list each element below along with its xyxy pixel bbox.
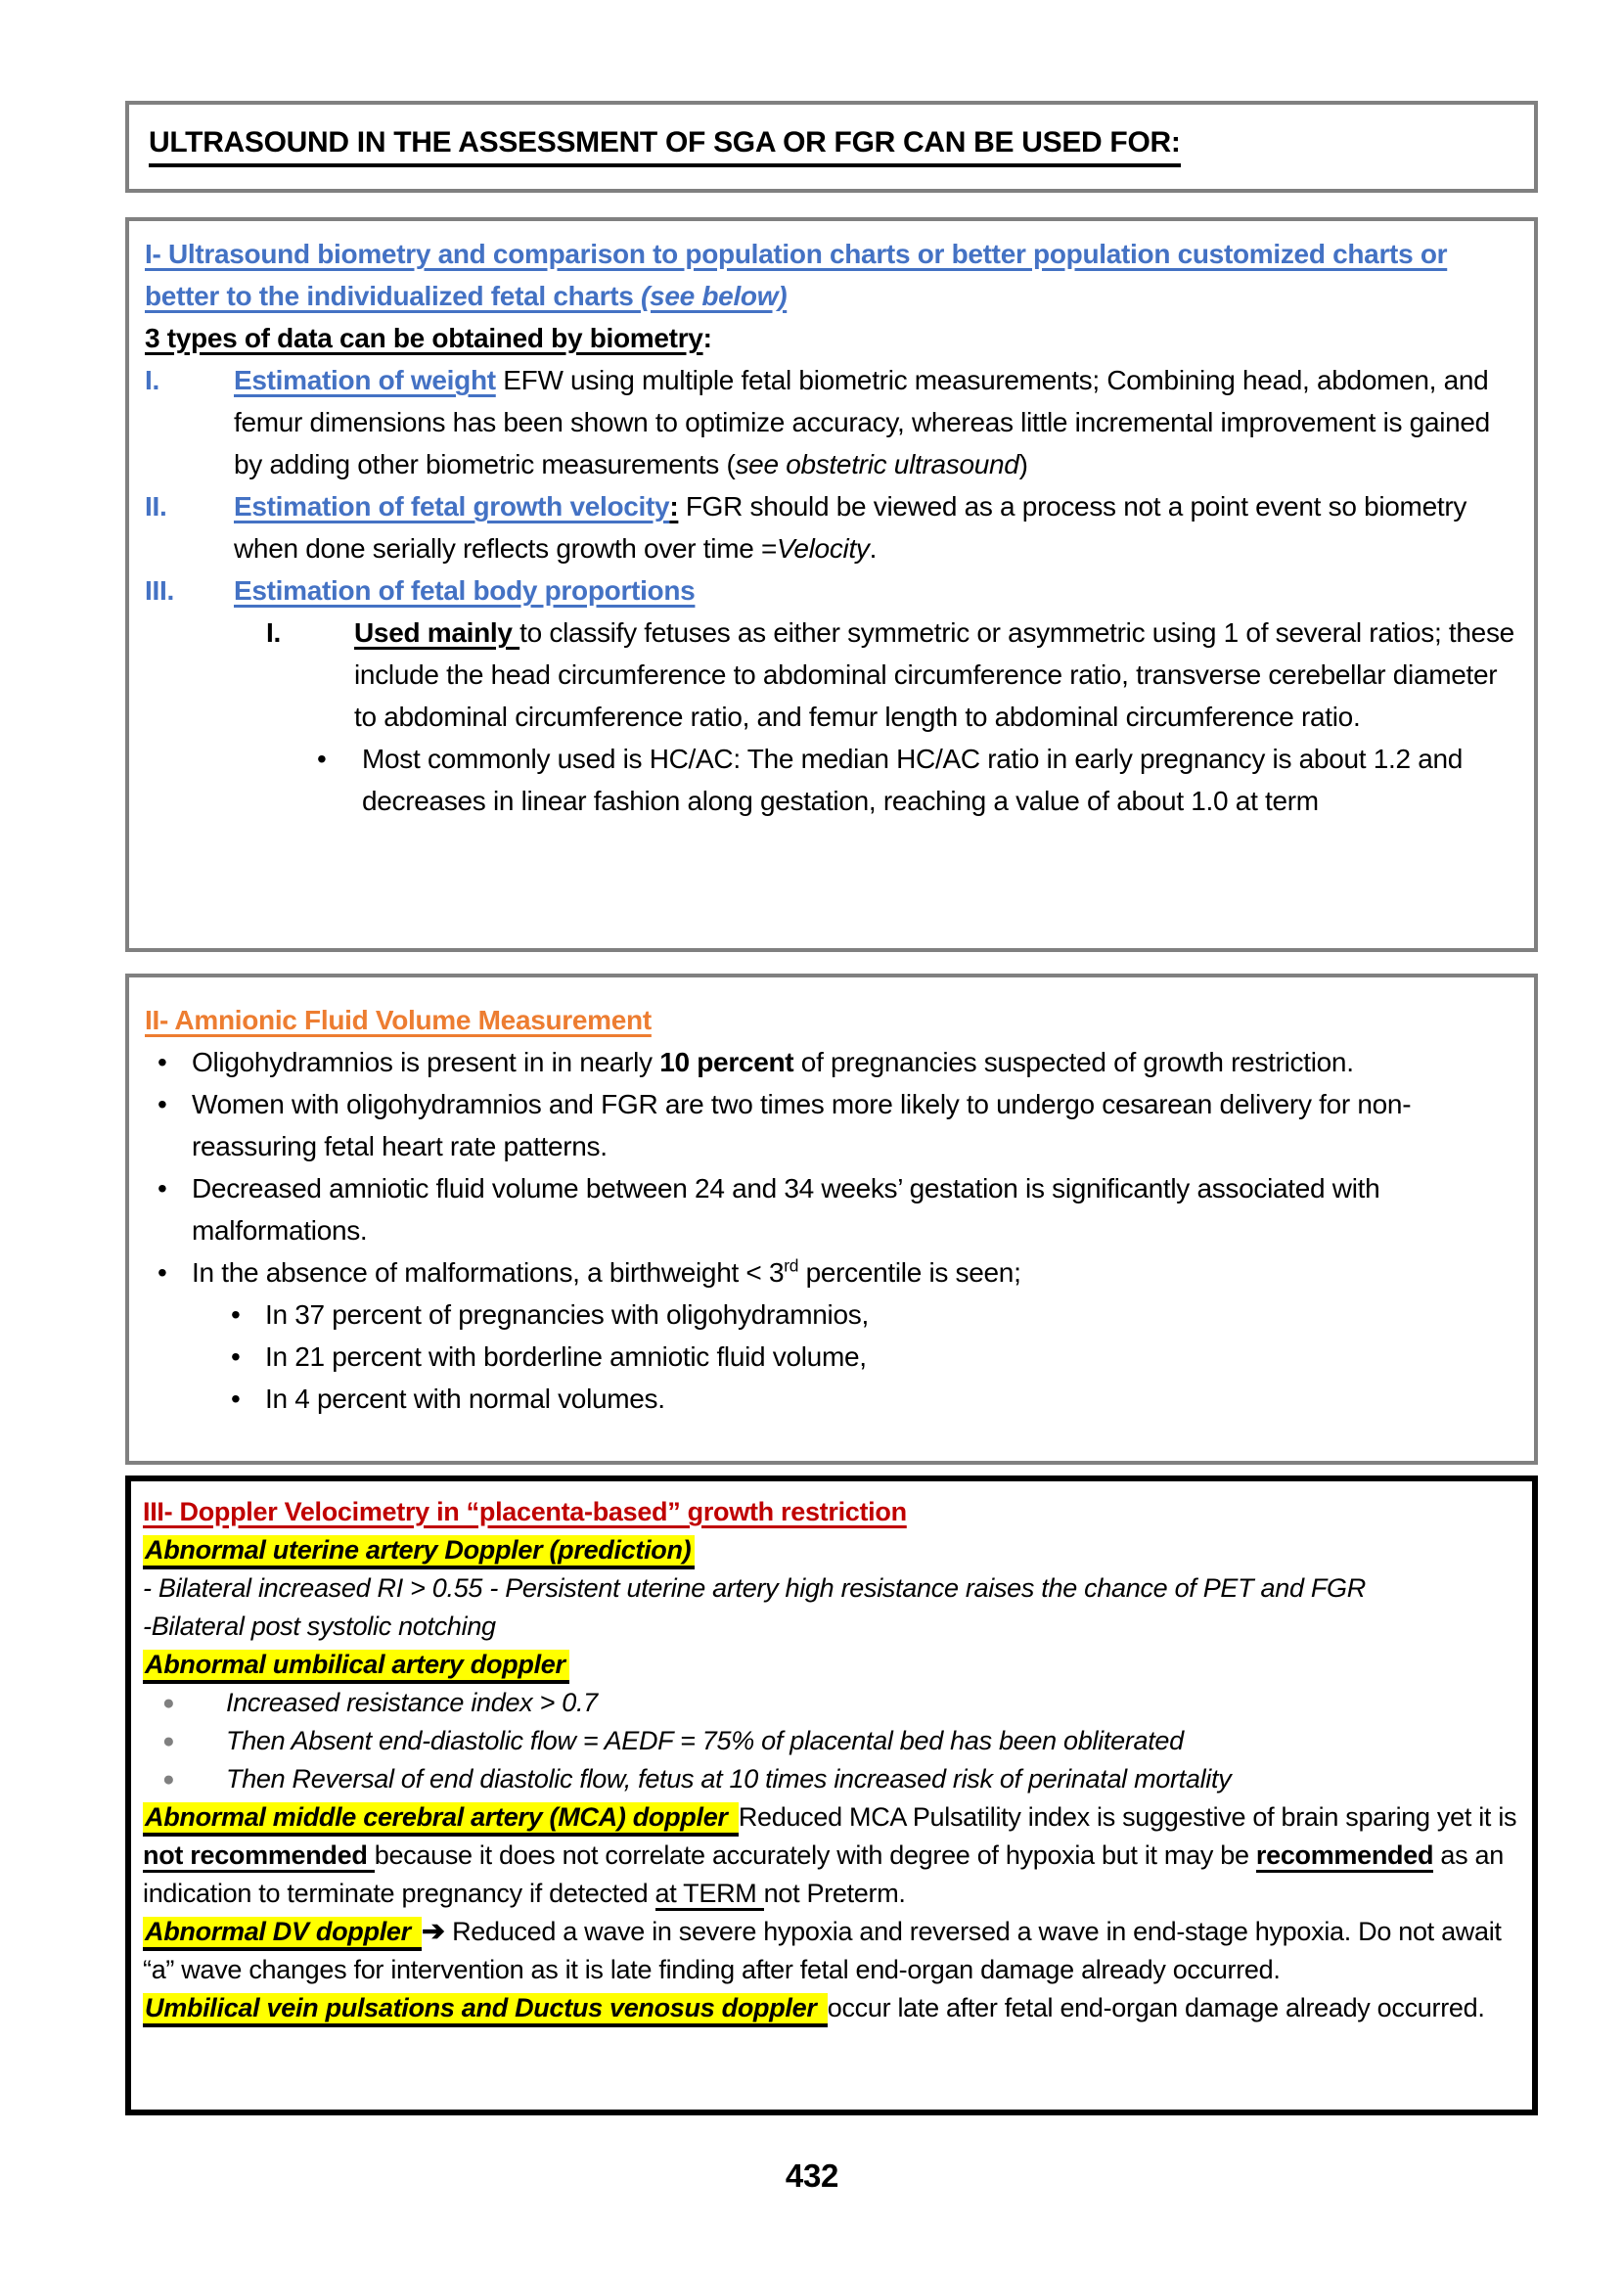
text-run: not Preterm. [763,1879,906,1908]
bullet-item-text [192,1047,1354,1077]
text-run: Reduced a wave in severe hypoxia and reversed a wave in end-stage hypoxia. Do not await “a” wave changes for intervention as it is late finding after fetal end-organ damage already occurred. [143,1917,1502,1984]
sub-bullet-item [145,1294,1516,1336]
text-run: (see below) [641,281,788,311]
paragraph-dv [143,1913,1518,1989]
bullet-marker: • [158,1047,167,1077]
list-item-text [234,365,1490,479]
text-run: because it does not correlate accurately with degree of hypoxia but it may be [374,1840,1256,1870]
bullet-item-text [226,1688,598,1717]
bullet-item-text [192,1089,1411,1161]
list-item [145,359,1516,485]
bullet-item-text [226,1764,1231,1793]
list-marker: II. [145,491,167,522]
bullet-marker: • [231,1384,241,1414]
text-run: Abnormal uterine artery Doppler (prediction) [143,1535,695,1569]
text-run: Velocity [777,533,870,564]
nested-list-item [145,612,1516,738]
bullet-marker: ● [162,1768,175,1791]
list-item [145,569,1516,612]
bullet-item-text [192,1257,1021,1288]
text-run: . [869,533,878,564]
text-run: -Bilateral post systolic notching [143,1612,496,1641]
text-run: Umbilical vein pulsations and Ductus venosus doppler [143,1993,828,2027]
section-amnionic-fluid [125,974,1538,1465]
bullet-marker: • [158,1257,167,1288]
page-number: 432 [785,2157,839,2194]
section-heading [143,1493,1518,1531]
arrow-right-icon: ➔ [422,1916,453,1947]
bullet-item [143,1760,1518,1798]
text-run: In 37 percent of pregnancies with oligohydramnios, [265,1299,869,1330]
text-run: 10 percent [659,1047,794,1077]
text-run: In 4 percent with normal volumes. [265,1384,665,1414]
bullet-marker: • [158,1173,167,1203]
paragraph-ri [143,1569,1518,1608]
text-run: Estimation of weight [234,365,496,395]
bullet-marker: ● [162,1730,175,1752]
list-item-text [234,575,695,606]
list-marker: I. [145,365,159,395]
bullet-item-text [226,1726,1184,1755]
bullet-marker: • [158,1089,167,1119]
bullet-item-text [192,1173,1379,1246]
bullet-item [145,1041,1516,1083]
text-run: Reduced MCA Pulsatility index is suggestive of brain sparing yet it is [738,1802,1517,1832]
text-run: Then Absent end-diastolic flow = AEDF = 75% of placental bed has been obliterated [226,1726,1184,1755]
bullet-item [143,1722,1518,1760]
text-run: occur late after fetal end-organ damage already occurred. [827,1993,1485,2022]
text-run: Most commonly used is HC/AC: The median HC/AC ratio in early pregnancy is about 1.2 and decreases in linear fashion along gestation, reaching a value of about 1.0 at term [362,744,1464,816]
text-run: EFW using multiple fetal biometric measurements; Combining head, abdomen, and femur dimensions has been shown to optimize accuracy, whereas little incremental improvement is gained by adding other biometric measurements ( [234,365,1490,479]
text-run: II- Amnionic Fluid Volume Measurement [145,1005,652,1035]
text-run: see obstetric ultrasound [735,449,1019,479]
bullet-item-text [265,1384,665,1414]
bullet-item-text [265,1341,867,1372]
sub-bullet-item [145,1336,1516,1378]
title-box [125,101,1538,193]
bullet-marker: • [231,1299,241,1330]
text-run: of pregnancies suspected of growth restriction. [793,1047,1354,1077]
text-run: III- Doppler Velocimetry in “placenta-based” growth restriction [143,1497,907,1526]
bullet-marker: • [231,1341,241,1372]
bullet-item-text [265,1299,869,1330]
paragraph-mca [143,1798,1518,1913]
text-run: Then Reversal of end diastolic flow, fetus at 10 times increased risk of perinatal mortality [226,1764,1232,1793]
bullet-item-text [362,744,1463,816]
sub-bullet-item [145,1378,1516,1420]
text-run: Oligohydramnios is present in in nearly [192,1047,660,1077]
text-run: FGR should be viewed as a process not a point event so biometry when done serially reflects growth over time = [234,491,1467,564]
list-item-text [354,617,1514,732]
paragraph-umbilical-vein [143,1989,1518,2027]
page-title: ULTRASOUND IN THE ASSESSMENT OF SGA OR FGR CAN BE USED FOR: [149,126,1181,167]
paragraph-notching [143,1608,1518,1646]
text-run: : [669,491,679,522]
text-run: recommended [1256,1840,1433,1873]
text-run: percentile is seen; [798,1257,1021,1288]
text-run: ) [1018,449,1028,479]
text-run: to classify fetuses as either symmetric or asymmetric using 1 of several ratios; these include the head circumference to abdominal circumference ratio, transverse cerebellar diameter to abdominal circumference ratio, and femur length to abdominal circumference ratio. [354,617,1514,732]
section-ultrasound-biometry [125,217,1538,952]
text-run: Used mainly [354,617,520,648]
section-heading [145,999,1516,1041]
text-run: rd [784,1255,799,1276]
text-run: Estimation of fetal body proportions [234,575,696,606]
list-item-text [234,491,1466,564]
text-run: as an indication to terminate pregnancy if detected [143,1840,1504,1908]
text-run: 3 types of data can be obtained by biometry [145,323,703,353]
bullet-item [145,1251,1516,1294]
section-heading [145,233,1516,317]
text-run: Estimation of fetal growth velocity [234,491,670,522]
text-run: In 21 percent with borderline amniotic fluid volume, [265,1341,867,1372]
text-run: : [702,323,712,353]
highlight-heading-uterine [143,1531,1518,1569]
bullet-marker: ● [162,1692,175,1714]
bullet-item [145,738,1516,822]
text-run: Increased resistance index > 0.7 [226,1688,598,1717]
text-run: Decreased amniotic fluid volume between 24 and 34 weeks’ gestation is significantly associated with malformations. [192,1173,1380,1246]
bullet-item [145,1167,1516,1251]
text-run: In the absence of malformations, a birthweight < 3 [192,1257,785,1288]
bullet-marker: • [317,744,327,774]
section-subheading [145,317,1516,359]
list-marker: III. [145,575,174,606]
list-marker: I. [266,617,281,648]
list-item [145,485,1516,569]
section-doppler-velocimetry [125,1476,1538,2115]
text-run: not recommended [143,1840,375,1873]
text-run: Abnormal middle cerebral artery (MCA) doppler [143,1802,739,1837]
text-run: I- Ultrasound biometry and comparison to population charts or better population customized charts or better to the individualized fetal charts [145,239,1448,311]
text-run: Abnormal umbilical artery doppler [143,1650,569,1684]
text-run: - Bilateral increased RI > 0.55 - Persistent uterine artery high resistance raises the chance of PET and FGR [143,1573,1366,1603]
bullet-item [143,1684,1518,1722]
text-run: Abnormal DV doppler [143,1917,422,1951]
text-run: at TERM [655,1879,764,1911]
bullet-item [145,1083,1516,1167]
text-run: Women with oligohydramnios and FGR are two times more likely to undergo cesarean delivery for non-reassuring fetal heart rate patterns. [192,1089,1412,1161]
highlight-heading-umbilical [143,1646,1518,1684]
